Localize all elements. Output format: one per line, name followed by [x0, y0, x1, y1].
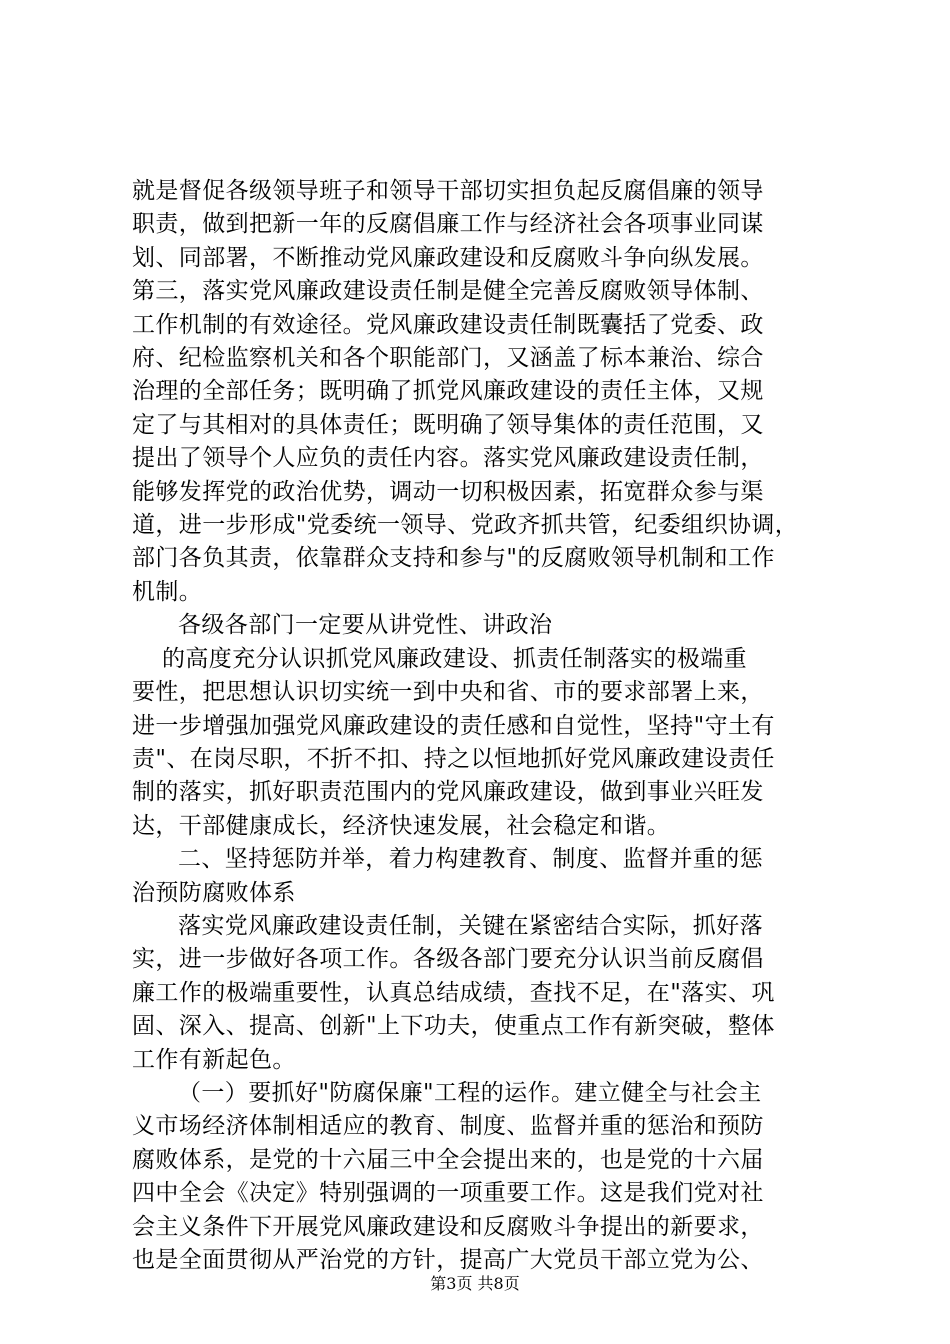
text-line: 义市场经济体制相适应的教育、制度、监督并重的惩治和预防: [132, 1113, 764, 1140]
text-line: 第三，落实党风廉政建设责任制是健全完善反腐败领导体制、: [132, 278, 764, 305]
text-line: 工作有新起色。: [132, 1046, 296, 1073]
text-line: 达，干部健康成长，经济快速发展，社会稳定和谐。: [132, 812, 671, 839]
text-line: 治预防腐败体系: [132, 879, 296, 906]
text-line: 定了与其相对的具体责任；既明确了领导集体的责任范围，又: [132, 411, 764, 438]
text-line: 提出了领导个人应负的责任内容。落实党风廉政建设责任制，: [132, 445, 764, 472]
text-line: 的高度充分认识抓党风廉政建设、抓责任制落实的极端重: [162, 645, 747, 672]
text-line: 要性，把思想认识切实统一到中央和省、市的要求部署上来，: [132, 679, 764, 706]
text-line: 落实党风廉政建设责任制，关键在紧密结合实际，抓好落: [178, 912, 763, 939]
text-line: 四中全会《决定》特别强调的一项重要工作。这是我们党对社: [132, 1180, 764, 1207]
document-body: [132, 175, 832, 1277]
text-line: 能够发挥党的政治优势，调动一切积极因素，拓宽群众参与渠: [132, 478, 764, 505]
page-footer: 第3页 共8页: [430, 1274, 520, 1293]
text-line: 府、纪检监察机关和各个职能部门，又涵盖了标本兼治、综合: [132, 345, 764, 372]
text-line: 实，进一步做好各项工作。各级各部门要充分认识当前反腐倡: [132, 946, 764, 973]
text-line: 治理的全部任务；既明确了抓党风廉政建设的责任主体，又规: [132, 378, 764, 405]
text-line: 二、坚持惩防并举，着力构建教育、制度、监督并重的惩: [178, 846, 763, 873]
text-line: 机制。: [132, 578, 203, 605]
text-line: 责"、在岗尽职，不折不扣、持之以恒地抓好党风廉政建设责任: [132, 745, 775, 772]
text-line: 固、深入、提高、创新"上下功夫，使重点工作有新突破，整体: [132, 1013, 775, 1040]
text-line: 道，进一步形成"党委统一领导、党政齐抓共管，纪委组织协调，: [132, 512, 799, 539]
text-line: 制的落实，抓好职责范围内的党风廉政建设，做到事业兴旺发: [132, 779, 764, 806]
text-line: 廉工作的极端重要性，认真总结成绩，查找不足，在"落实、巩: [132, 979, 775, 1006]
text-line: 腐败体系，是党的十六届三中全会提出来的，也是党的十六届: [132, 1146, 764, 1173]
text-line: 进一步增强加强党风廉政建设的责任感和自觉性，坚持"守土有: [132, 712, 775, 739]
text-line: 划、同部署，不断推动党风廉政建设和反腐败斗争向纵发展。: [132, 244, 764, 271]
text-line: 也是全面贯彻从严治党的方针，提高广大党员干部立党为公、: [132, 1247, 764, 1273]
text-line: 工作机制的有效途径。党风廉政建设责任制既囊括了党委、政: [132, 311, 764, 338]
text-line: 就是督促各级领导班子和领导干部切实担负起反腐倡廉的领导: [132, 178, 764, 204]
text-line: 会主义条件下开展党风廉政建设和反腐败斗争提出的新要求，: [132, 1213, 764, 1240]
text-line: 职责，做到把新一年的反腐倡廉工作与经济社会各项事业同谋: [132, 211, 764, 238]
text-line: 部门各负其责，依靠群众支持和参与"的反腐败领导机制和工作: [132, 545, 775, 572]
text-line: 各级各部门一定要从讲党性、讲政治: [178, 612, 553, 639]
text-line: （一）要抓好"防腐保廉"工程的运作。建立健全与社会主: [178, 1079, 762, 1106]
